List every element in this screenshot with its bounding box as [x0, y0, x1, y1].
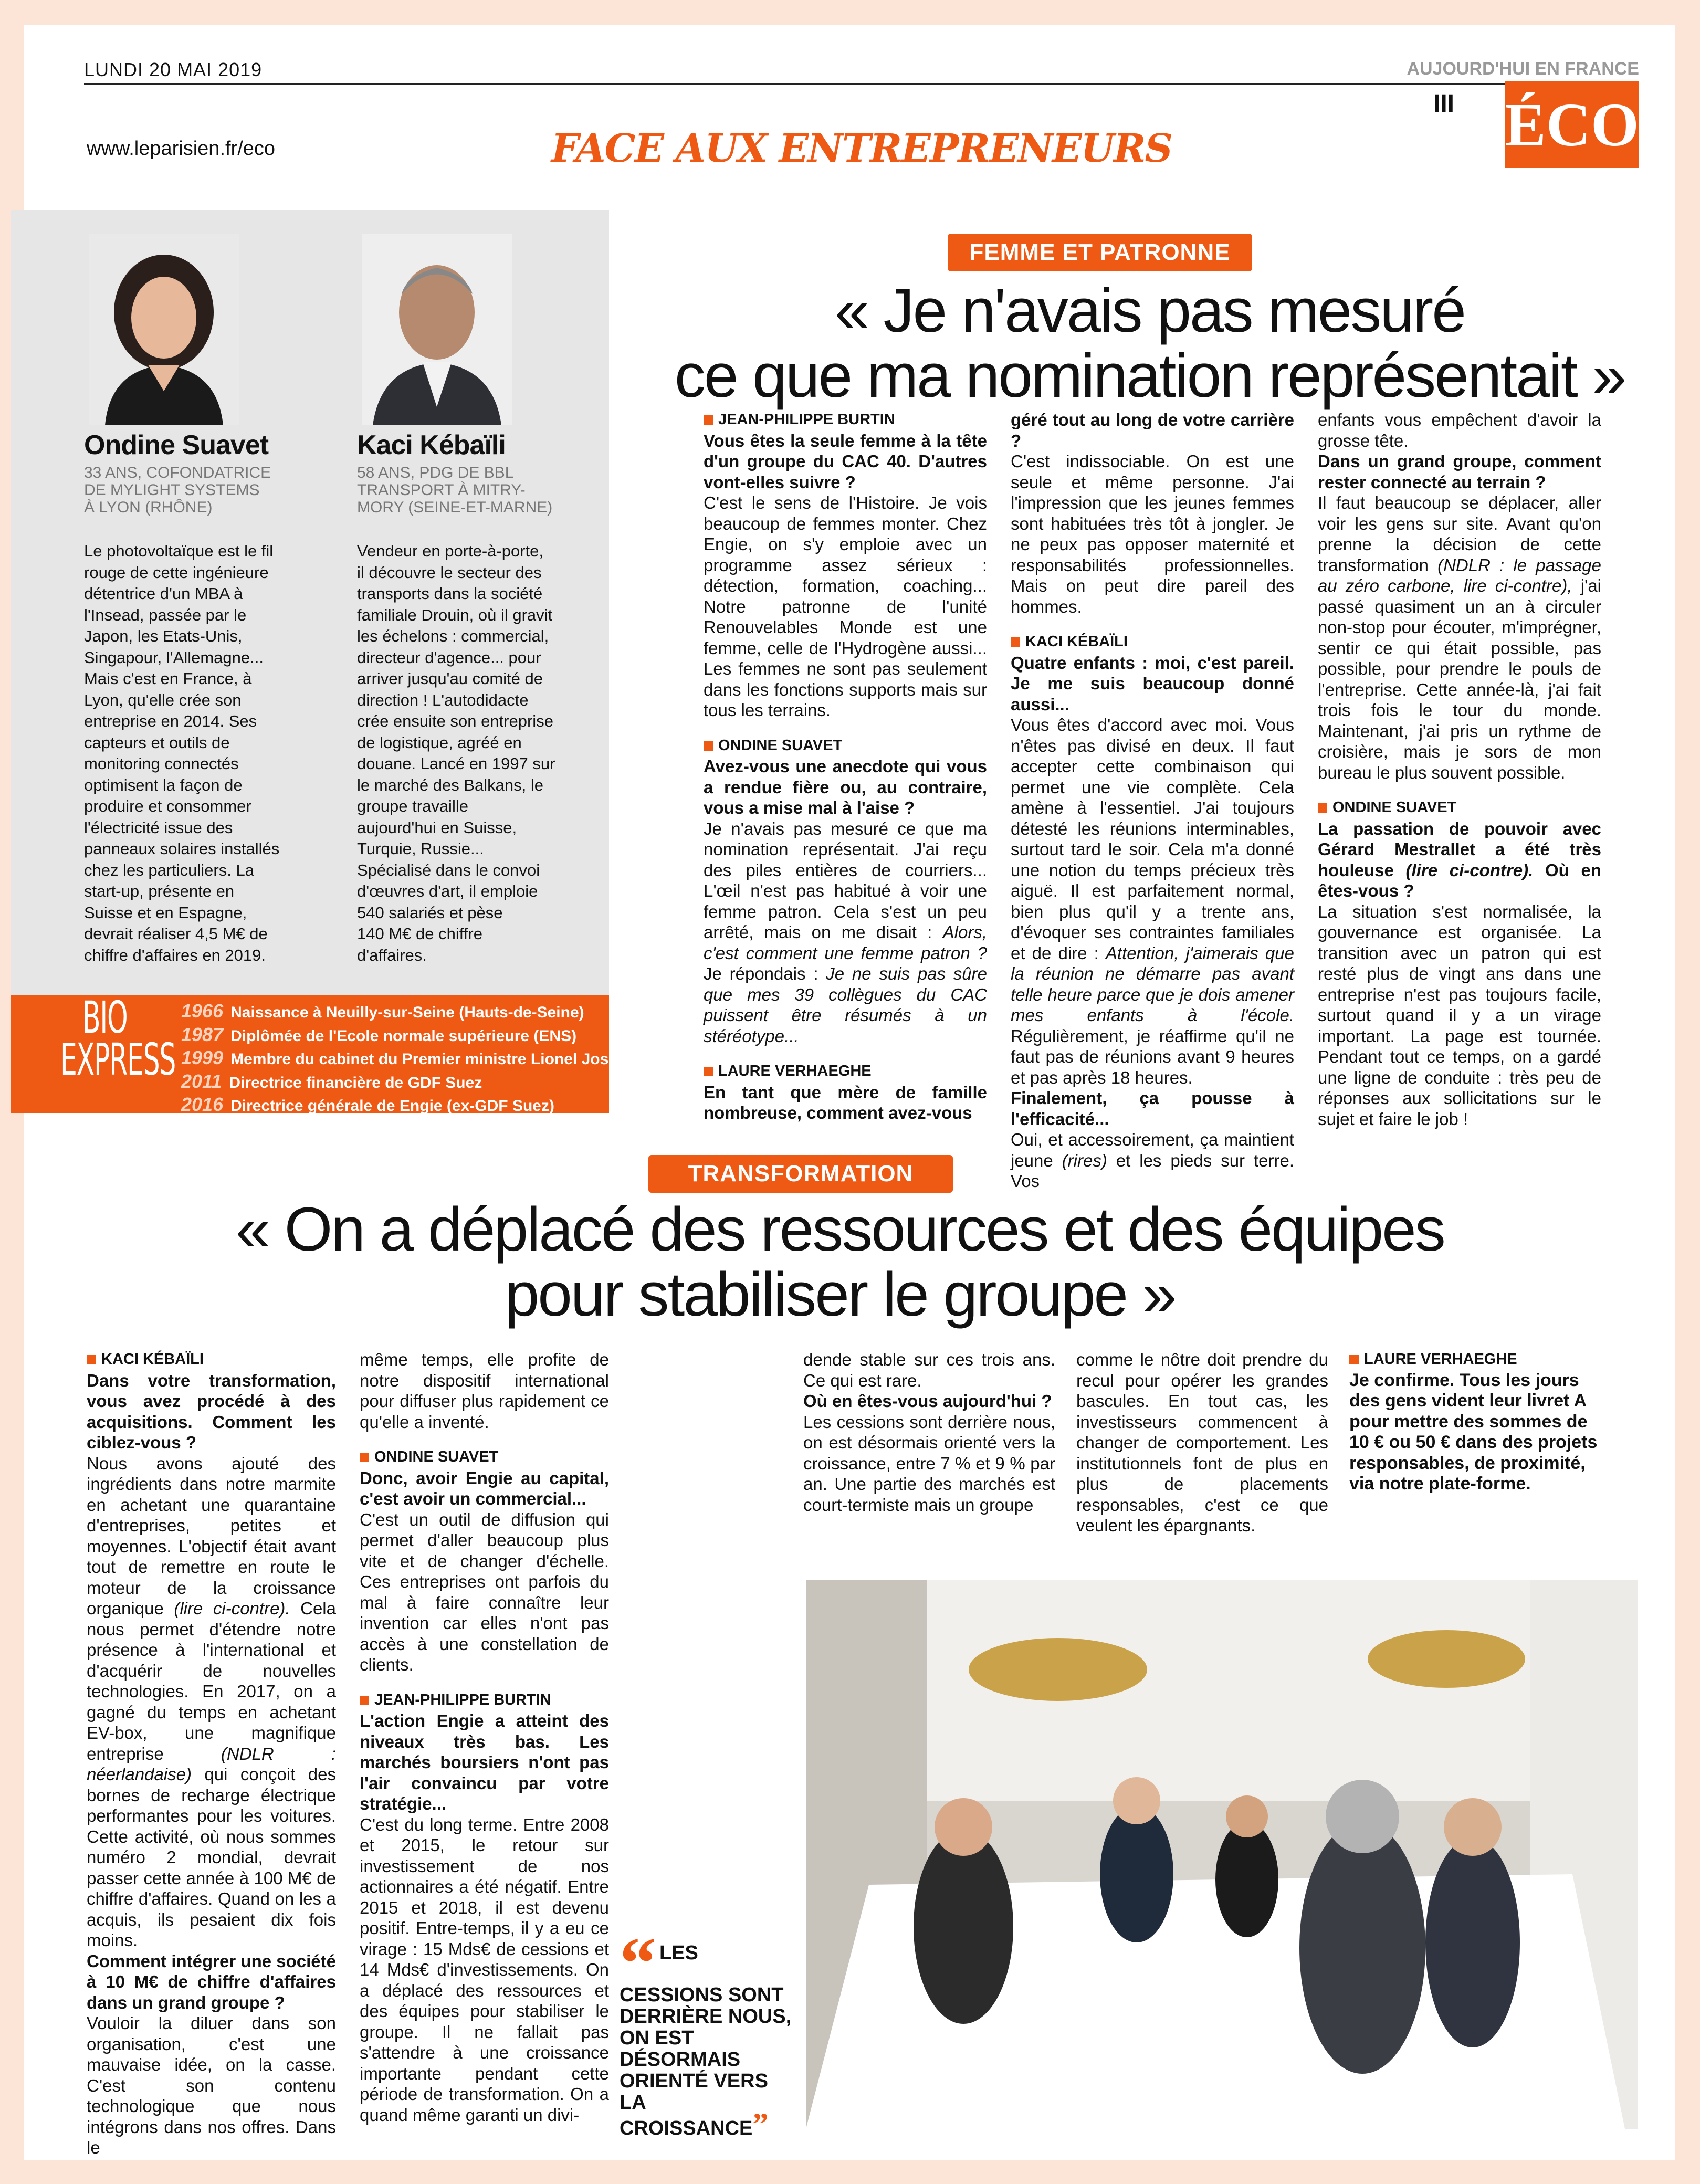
site-url[interactable]: www.leparisien.fr/eco	[87, 138, 276, 160]
timeline-entry: 1987 Diplômée de l'Ecole normale supérieure (ENS)	[181, 1023, 577, 1045]
article-headline: « On a déplacé des ressources et des équipes pour stabiliser le groupe »	[236, 1195, 1444, 1329]
pull-quote: “ LES CESSIONS SONT DERRIÈRE NOUS, ON EST DÉSORMAIS ORIENTÉ VERS LA CROISSANCE”	[620, 1923, 792, 2141]
speaker-label: LAURE VERHAEGHE	[1349, 1349, 1601, 1370]
speaker-label: KACI KÉBAÏLI	[1011, 632, 1294, 653]
article-column: comme le nôtre doit prendre du recul pour opérer les grandes bascules. En tout cas, les investisseurs commencent à changer de comportement. Les institutionnels font de plus en plus de placements responsables, c'est ce que veulent les épargnants.	[1076, 1350, 1328, 1535]
profile-details: 58 ANS, PDG DE BBL TRANSPORT À MITRY- MORY (SEINE-ET-MARNE)	[357, 464, 553, 516]
timeline-entry: 2016 Directrice générale de Engie (ex-GDF Suez)	[181, 1094, 554, 1115]
article-column: même temps, elle profite de notre dispositif international pour diffuser plus rapidement ce qu'elle a inventé. ONDINE SUAVET Donc, avoir Engie au capital, c'est avoir un commercial... C'est un outil de diffusion qui permet d'aller beaucoup plus vite et de changer d'échelle. Ces entreprises ont parfois du mal à faire connaître leur invention car elles n'ont pas accès à une constellation de clients. JEAN-PHILIPPE BURTIN L'action Engie a atteint des niveaux très bas. Les marchés boursiers n'ont pas l'air convaincu par votre stratégie... C'est du long terme. Entre 2008 et 2015, le retour sur investissement de nos actionnaires a été négatif. Entre 2015 et 2018, il est devenu positif. Entre-temps, il y a eu ce virage : 15 Mds€ de cessions et 14 Mds€ d'investissements. On a déplacé des ressources et des équipes pour stabiliser le groupe. Il ne fallait pas s'attendre à une croissance importante pendant cette période de transformation. On a quand même garanti un divi-	[360, 1350, 609, 2125]
speaker-label: KACI KÉBAÏLI	[87, 1349, 336, 1370]
speaker-label: JEAN-PHILIPPE BURTIN	[360, 1690, 609, 1711]
article-tag: TRANSFORMATION	[648, 1155, 953, 1193]
bio-express-timeline	[181, 1000, 632, 1117]
profile-name: Kaci Kébaïli	[357, 430, 506, 460]
bio-express-title: BIO EXPRESS	[60, 992, 176, 1085]
section-label: AUJOURD'HUI EN FRANCE	[1407, 59, 1639, 79]
speaker-label: LAURE VERHAEGHE	[704, 1061, 987, 1082]
timeline-entry: 1999 Membre du cabinet du Premier ministre Lionel Jospin	[181, 1047, 633, 1068]
woman-portrait-icon	[89, 234, 239, 425]
article-column: dende stable sur ces trois ans. Ce qui est rare. Où en êtes-vous aujourd'hui ? Les cessions sont derrière nous, on est désormais orienté vers la croissance, entre 7 % et 9 % par an. Une partie des marchés est court-termiste mais un groupe	[803, 1350, 1055, 1515]
profile-bio: Le photovoltaïque est le fil rouge de cette ingénieure détentrice d'un MBA à l'Insead, passée par le Japon, les Etats-Unis, Singapour, l'Allemagne... Mais c'est en France, à Lyon, qu'elle crée son entreprise en 2014. Ses capteurs et outils de monitoring connectés optimisent la façon de produire et consommer l'électricité issue des panneaux solaires installés chez les particuliers. La start-up, présente en Suisse et en Espagne, devrait réaliser 4,5 M€ de chiffre d'affaires en 2019.	[84, 542, 280, 964]
speaker-label: JEAN-PHILIPPE BURTIN	[704, 410, 987, 430]
timeline-entry: 2011 Directrice financière de GDF Suez	[181, 1070, 482, 1092]
profile-bio: Vendeur en porte-à-porte, il découvre le secteur des transports dans la société familiale Drouin, où il gravit les échelons : commercial, directeur d'agence... pour arriver jusqu'au comité de direction ! L'autodidacte crée ensuite son entreprise de logistique, agréé en douane. Lancé en 1997 sur le marché des Balkans, le groupe travaille aujourd'hui en Suisse, Turquie, Russie... Spécialisé dans le convoi d'œuvres d'art, il emploie 540 salariés et pèse 140 M€ de chiffre d'affaires.	[357, 542, 555, 964]
meeting-photo	[806, 1580, 1638, 2129]
page-banner: FACE AUX ENTREPRENEURS	[551, 126, 1172, 171]
quote-open-icon: “	[620, 1923, 656, 2004]
profile-name: Ondine Suavet	[84, 430, 269, 460]
man-portrait-icon	[362, 234, 512, 425]
meeting-scene-icon	[806, 1580, 1638, 2129]
speaker-label: ONDINE SUAVET	[704, 736, 987, 757]
article-tag: FEMME ET PATRONNE	[948, 234, 1252, 271]
speaker-label: ONDINE SUAVET	[360, 1447, 609, 1468]
article-column: KACI KÉBAÏLI Dans votre transformation, vous avez procédé à des acquisitions. Comment les ciblez-vous ? Nous avons ajouté des ingrédients dans notre marmite en achetant une quarantaine d'entreprises, petites et moyennes. L'objectif était avant tout de remettre en route le moteur de la croissance organique (lire ci-contre). Cela nous permet d'étendre notre présence à l'international et d'acquérir de nouvelles technologies. En 2017, on a gagné du temps en achetant EV-box, une magnifique entreprise (NDLR : néerlandaise) qui conçoit des bornes de recharge électrique performantes pour les voitures. Cette activité, où nous sommes numéro 2 mondial, devrait passer cette année à 100 M€ de chiffre d'affaires. Quand on les a acquis, ils pesaient dix fois moins. Comment intégrer une société à 10 M€ de chiffre d'affaires dans un grand groupe ? Vouloir la diluer dans son organisation, c'est une mauvaise idée, on la casse. C'est son contenu technologique que nous intégrons dans nos offres. Dans le	[87, 1349, 336, 2158]
speaker-label: ONDINE SUAVET	[1318, 797, 1601, 818]
article-column: enfants vous empêchent d'avoir la grosse tête. Dans un grand groupe, comment rester connecté au terrain ? Il faut beaucoup se déplacer, aller voir les gens sur site. Avant qu'on prenne la décision de cette transformation (NDLR : le passage au zéro carbone, lire ci-contre), j'ai passé quasiment un an à circuler non-stop pour écouter, m'imprégner, sentir ce qui était possible, pas possible, pour prendre le pouls de l'entreprise. Cette année-là, j'ai fait trois fois le tour du monde. Maintenant, j'ai pris un rythme de croisière, mais je sors de mon bureau le plus souvent possible. ONDINE SUAVET La passation de pouvoir avec Gérard Mestrallet a été très houleuse (lire ci-contre). Où en êtes-vous ? La situation s'est normalisée, la gouvernance est organisée. La transition avec un patron qui est resté plus de vingt ans dans une entreprise n'est pas toujours facile, surtout quand il y a un virage important. La page est tournée. Pendant tout ce temps, on a gardé une ligne de conduite : très peu de réponses aux sollicitations sur le sujet et faire le job !	[1318, 410, 1602, 1129]
article-headline: « Je n'avais pas mesuré ce que ma nomination représentait »	[674, 276, 1625, 411]
page-number: III	[1433, 90, 1455, 118]
portrait-ondine-suavet	[89, 234, 239, 425]
article-column: LAURE VERHAEGHE Je confirme. Tous les jours des gens vident leur livret A pour mettre des sommes de 10 € ou 50 € dans des projets responsables, de proximité, via notre plate-forme.	[1349, 1349, 1601, 1495]
rubric-badge: ÉCO	[1505, 81, 1639, 168]
timeline-entry: 1966 Naissance à Neuilly-sur-Seine (Hauts-de-Seine)	[181, 1000, 584, 1022]
quote-close-icon: ”	[752, 2107, 769, 2141]
issue-date: LUNDI 20 MAI 2019	[84, 59, 263, 80]
article-column: géré tout au long de votre carrière ? C'est indissociable. On est une seule et même personne. J'ai l'impression que les jeunes femmes sont habituées très tôt à jongler. Je ne peux pas opposer maternité et responsabilités professionnelles. Mais on peut dire pareil des hommes. KACI KÉBAÏLI Quatre enfants : moi, c'est pareil. Je me suis beaucoup donné aussi... Vous êtes d'accord avec moi. Vous n'êtes pas divisé en deux. Il faut accepter cette combinaison qui permet une vie complète. Cela amène à l'essentiel. J'ai toujours détesté les réunions interminables, surtout tard le soir. Cela m'a donné une notion du temps précieux très aiguë. Il est parfaitement normal, bien plus qu'il y a trente ans, d'évoquer ses contraintes familiales et de dire : Attention, j'aimerais que la réunion ne démarre pas avant telle heure parce que je dois amener mes enfants à l'école. Régulièrement, je réaffirme qu'il ne faut pas de réunions avant 9 heures et pas après 18 heures. Finalement, ça pousse à l'efficacité... Oui, et accessoirement, ça maintient jeune (rires) et les pieds sur terre. Vos	[1011, 410, 1294, 1191]
header-divider	[84, 83, 1639, 85]
article-column: JEAN-PHILIPPE BURTIN Vous êtes la seule femme à la tête d'un groupe du CAC 40. D'autres vont-elles suivre ? C'est le sens de l'Histoire. Je vois beaucoup de femmes monter. Chez Engie, on s'y emploie avec un programme assez sérieux : détection, formation, coaching... Notre patronne de l'unité Renouvelables Monde est une femme, celle de l'Hydrogène aussi... Les femmes ne sont pas seulement dans les fonctions supports mais sur tous les terrains. ONDINE SUAVET Avez-vous une anecdote qui vous a rendue fière ou, au contraire, vous a mise mal à l'aise ? Je n'avais pas mesuré ce que ma nomination représentait. J'ai reçu des piles entières de courriers... L'œil n'est pas habitué à voir une femme patron. Cela s'est un peu arrêté, mais on me disait : Alors, c'est comment une femme patron ? Je répondais : Je ne suis pas sûre que mes 39 collègues du CAC puissent être résumés à un stéréotype... LAURE VERHAEGHE En tant que mère de famille nombreuse, comment avez-vous	[704, 410, 987, 1124]
profile-details: 33 ANS, COFONDATRICE DE MYLIGHT SYSTEMS À LYON (RHÔNE)	[84, 464, 271, 516]
portrait-kaci-kebaili	[362, 234, 512, 425]
